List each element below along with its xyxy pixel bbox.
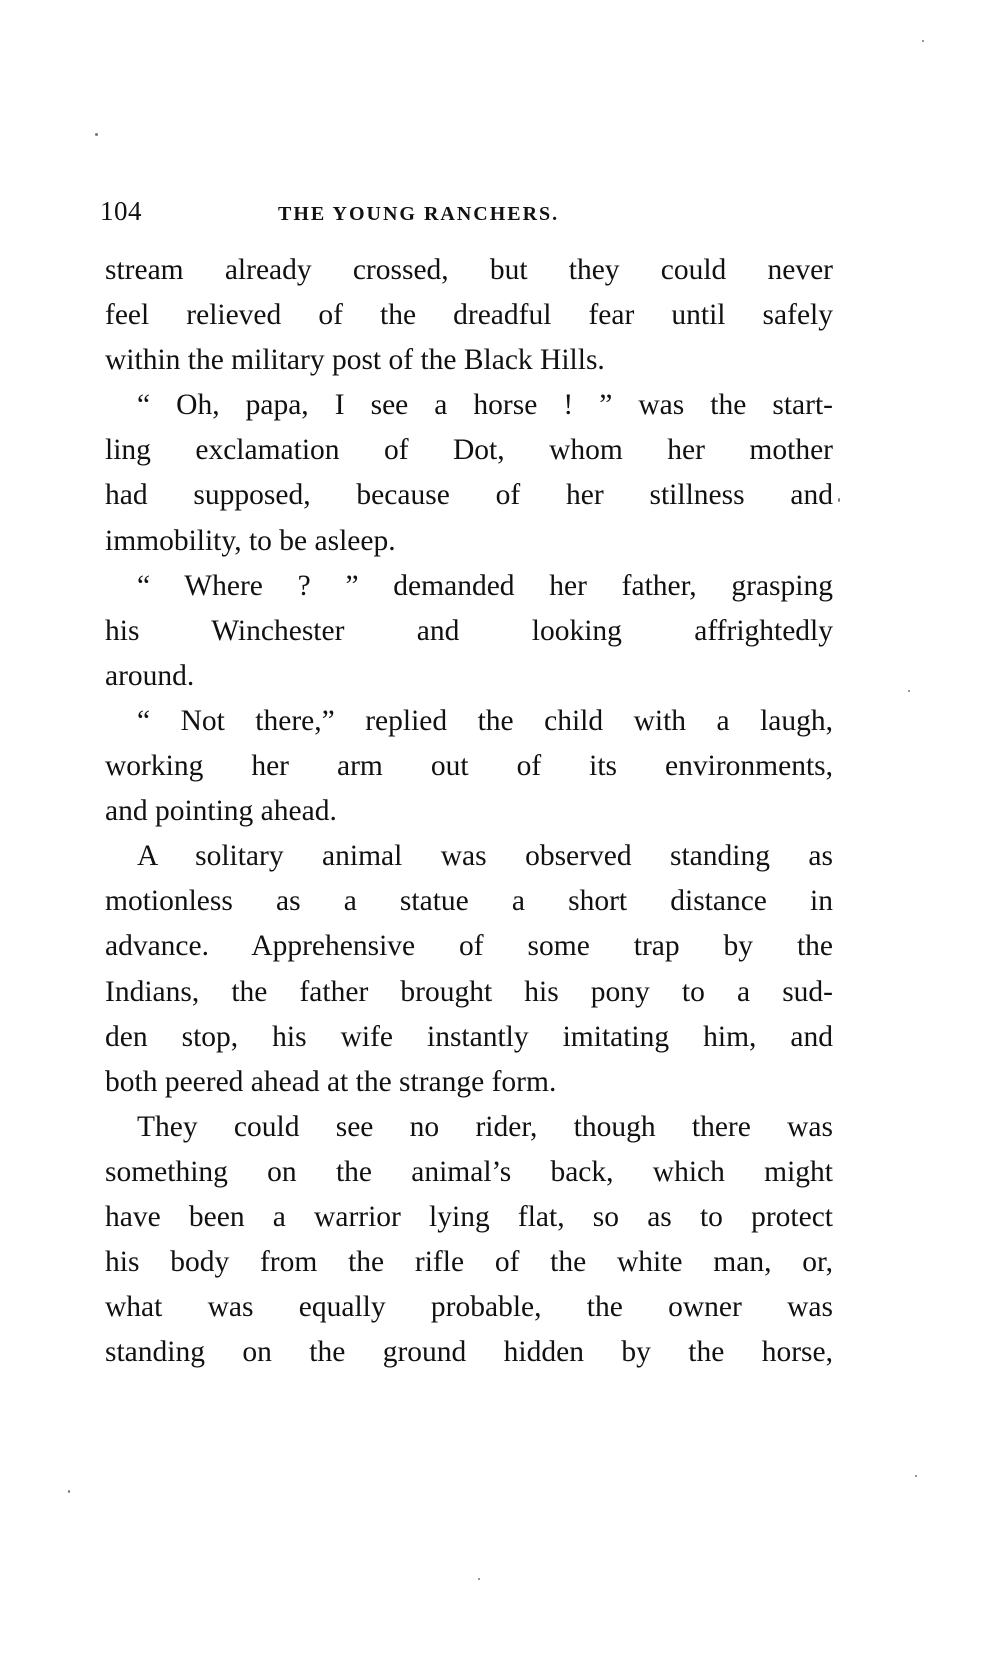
scan-speck [478,1578,480,1580]
scan-speck [68,1490,70,1493]
text-line: ling exclamation of Dot, whom her mother [105,434,833,467]
text-line: advance. Apprehensive of some trap by the [105,930,833,963]
scan-speck [838,498,840,502]
text-line: within the military post of the Black Hills. [105,344,605,377]
text-line: his Winchester and looking affrightedly [105,614,833,647]
text-line: They could see no rider, though there was [137,1110,833,1143]
page-number: 104 [100,196,142,226]
text-line: A solitary animal was observed standing as [137,840,833,873]
scan-speck [915,1475,917,1477]
text-line: immobility, to be asleep. [105,524,396,557]
scan-speck [908,690,910,692]
page-header [100,195,660,235]
running-title: THE YOUNG RANCHERS. [278,203,560,225]
text-line: something on the animal’s back, which might [105,1155,833,1188]
text-line: feel relieved of the dreadful fear until safely [105,299,833,332]
text-line: both peered ahead at the strange form. [105,1065,557,1098]
text-line: stream already crossed, but they could never [105,254,833,286]
text-line: motionless as a statue a short distance in [105,885,833,918]
text-line: “ Oh, papa, I see a horse ! ” was the start- [137,389,833,422]
text-line: Indians, the father brought his pony to a sud- [105,975,833,1008]
text-line: what was equally probable, the owner was [105,1291,833,1324]
text-line: “ Where ? ” demanded her father, grasping [137,569,833,602]
text-line: and pointing ahead. [105,795,337,828]
text-line: “ Not there,” replied the child with a laugh, [137,704,833,737]
text-line: have been a warrior lying flat, so as to protect [105,1200,833,1233]
text-line: standing on the ground hidden by the horse, [105,1336,833,1369]
text-line: den stop, his wife instantly imitating him, and [105,1020,833,1053]
scan-speck [95,133,98,136]
scan-speck [922,40,924,42]
text-line: around. [105,659,195,692]
text-line: his body from the rifle of the white man, or, [105,1246,833,1279]
body-text [105,248,833,1375]
text-line: had supposed, because of her stillness and [105,479,833,512]
text-line: working her arm out of its environments, [105,750,833,783]
